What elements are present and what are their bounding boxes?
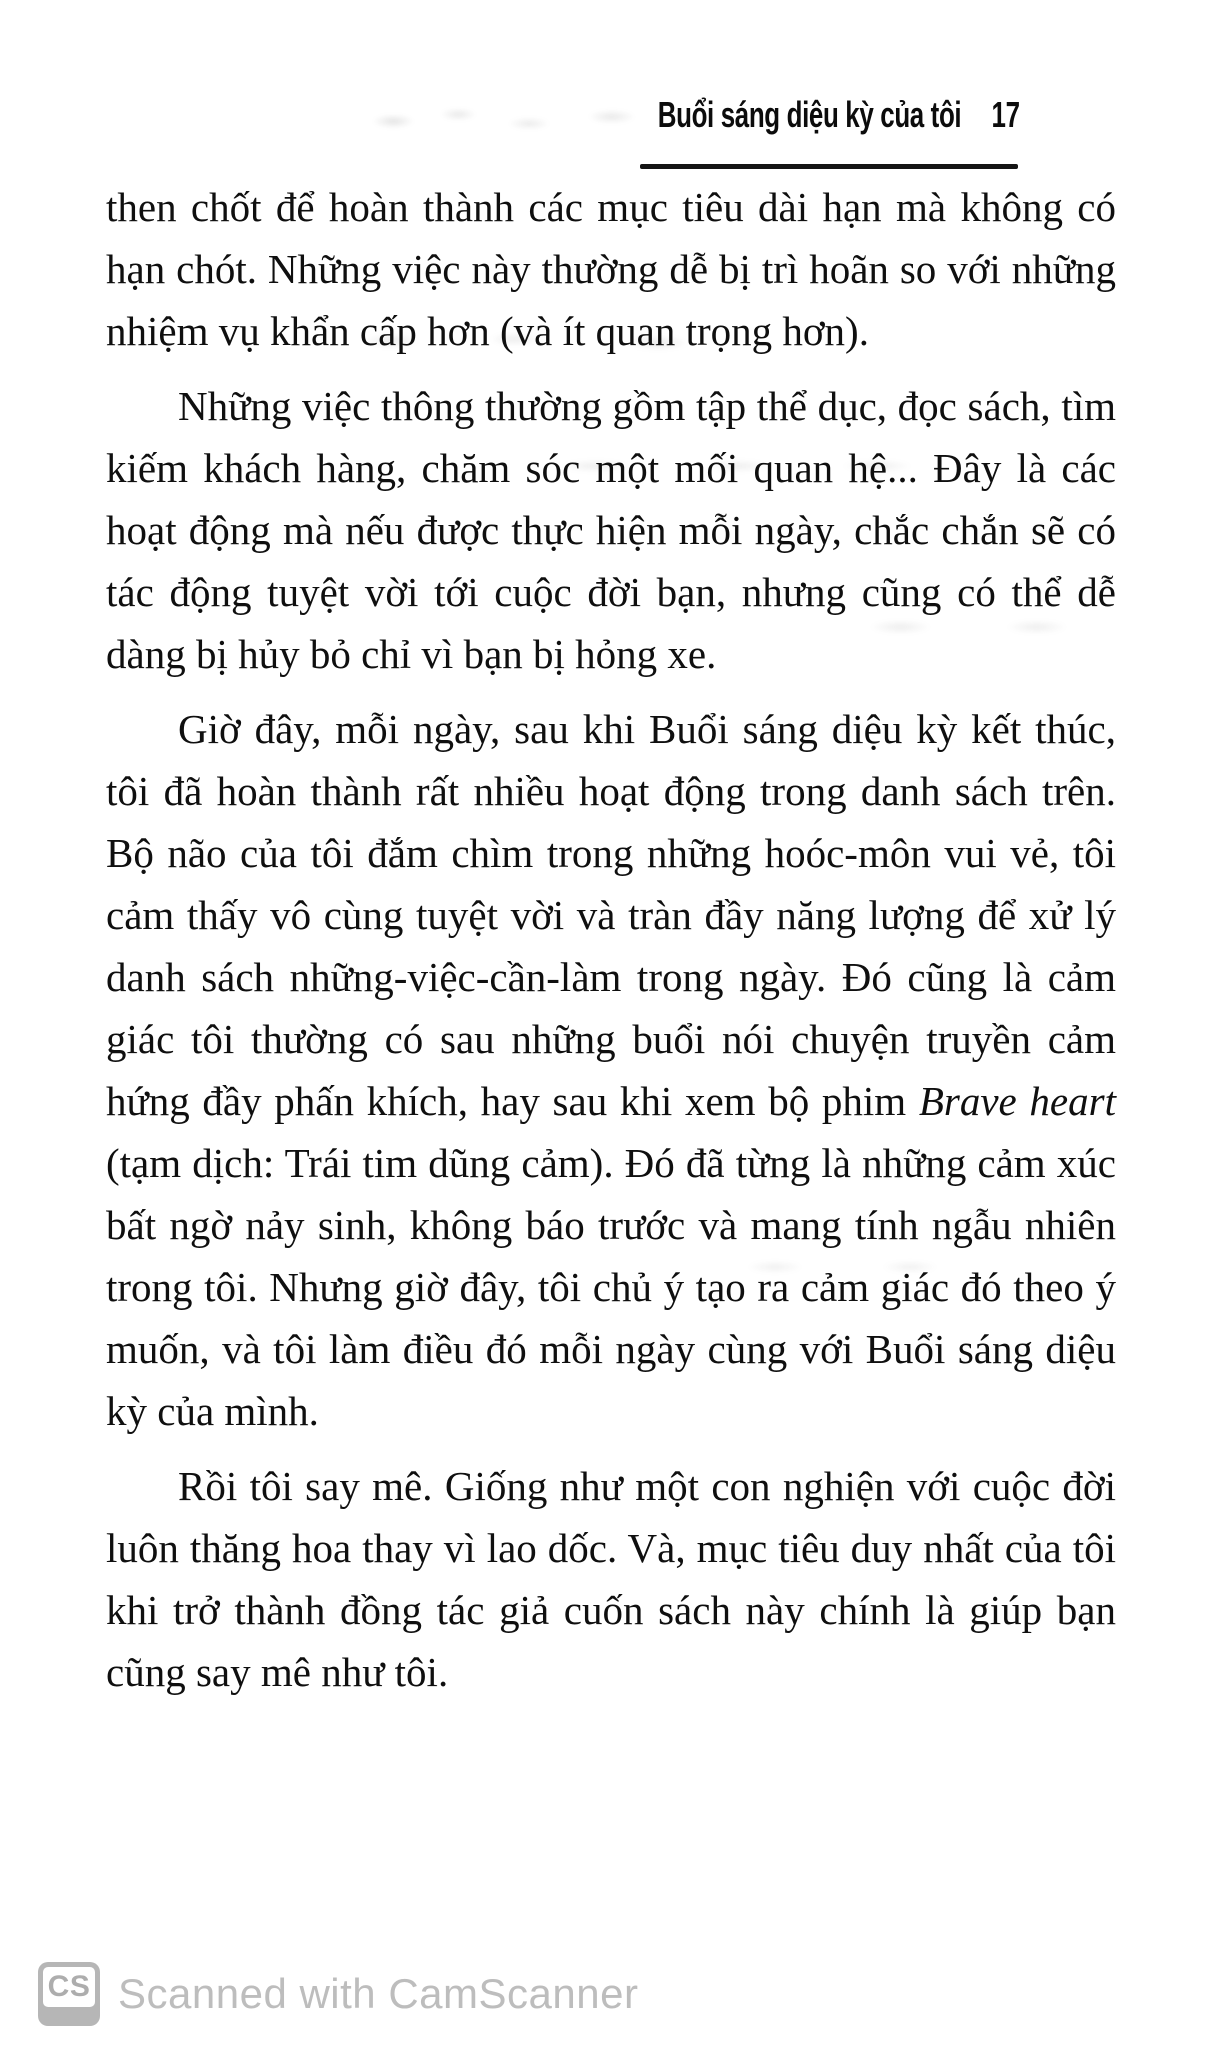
text-run: (tạm dịch: Trái tim dũng cảm). Đó đã từng là những cảm xúc bất ngờ nảy sinh, không báo trước và mang tính ngẫu nhiên trong tôi. Nhưng giờ đây, tôi chủ ý tạo ra cảm giác đó theo ý muốn, và tôi làm điều đó mỗi ngày cùng với Buổi sáng diệu kỳ của mình. xyxy=(106,1140,1116,1434)
camscanner-caption: Scanned with CamScanner xyxy=(118,1970,639,2017)
page-header xyxy=(658,94,1020,136)
page-body xyxy=(106,176,1116,1716)
header-rule xyxy=(640,164,1018,169)
camscanner-logo-text: CS xyxy=(47,1970,91,2003)
camscanner-logo-monogram xyxy=(43,1967,95,2007)
text-run: Những việc thông thường gồm tập thể dục, đọc sách, tìm kiếm khách hàng, chăm sóc một mối quan hệ... Đây là các hoạt động mà nếu được thực hiện mỗi ngày, chắc chắn sẽ có tác động tuyệt vời tới cuộc đời bạn, nhưng cũng có thể dễ dàng bị hủy bỏ chỉ vì bạn bị hỏng xe. xyxy=(106,383,1116,677)
paragraph-2 xyxy=(106,375,1116,685)
paragraph-3 xyxy=(106,698,1116,1442)
camscanner-footer xyxy=(38,1962,638,2026)
paragraph-1 xyxy=(106,176,1116,362)
text-run: Rồi tôi say mê. Giống như một con nghiện với cuộc đời luôn thăng hoa thay vì lao dốc. Và, mục tiêu duy nhất của tôi khi trở thành đồng tác giả cuốn sách này chính là giúp bạn cũng say mê như tôi. xyxy=(106,1463,1116,1695)
running-head-title: Buổi sáng diệu kỳ của tôi xyxy=(658,94,962,135)
text-run: Giờ đây, mỗi ngày, sau khi Buổi sáng diệu kỳ kết thúc, tôi đã hoàn thành rất nhiều hoạt động trong danh sách trên. Bộ não của tôi đắm chìm trong những hoóc-môn vui vẻ, tôi cảm thấy vô cùng tuyệt vời và tràn đầy năng lượng để xử lý danh sách những-việc-cần-làm trong ngày. Đó cũng là cảm giác tôi thường có sau những buổi nói chuyện truyền cảm hứng đầy phấn khích, hay sau khi xem bộ phim xyxy=(106,706,1116,1124)
paragraph-4 xyxy=(106,1455,1116,1703)
text-run-italic: Brave heart xyxy=(918,1078,1116,1124)
text-run: then chốt để hoàn thành các mục tiêu dài hạn mà không có hạn chót. Những việc này thường dễ bị trì hoãn so với những nhiệm vụ khẩn cấp hơn (và ít quan trọng hơn). xyxy=(106,184,1116,354)
camscanner-logo-icon xyxy=(38,1962,100,2026)
scan-artifact xyxy=(358,96,653,142)
page-number: 17 xyxy=(991,94,1020,135)
